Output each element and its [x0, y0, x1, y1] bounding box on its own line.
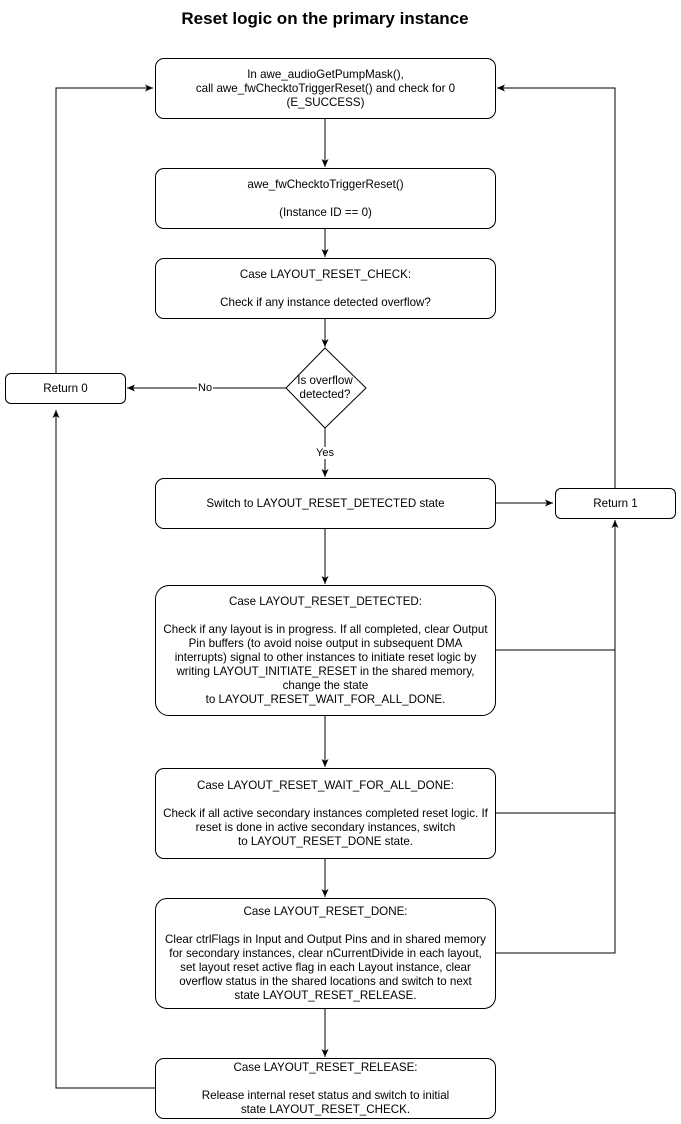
box-line: call awe_fwChecktoTriggerReset() and check for 0 — [195, 81, 456, 95]
box-line: reset is done in active secondary instances, switch — [195, 820, 456, 834]
switch-detected-box — [155, 478, 496, 529]
box-line: interrupts) signal to other instances to initiate reset logic by — [174, 650, 477, 664]
box-line: awe_fwChecktoTriggerReset() — [247, 177, 404, 191]
box-line: Case LAYOUT_RESET_WAIT_FOR_ALL_DONE: — [196, 778, 455, 792]
box-line: set layout reset active flag in each Layout instance, clear — [180, 960, 471, 974]
box-line: Return 0 — [43, 381, 88, 395]
return-1-box — [555, 488, 676, 519]
box-line: (Instance ID == 0) — [279, 205, 372, 219]
decision-line: Is overflow — [297, 374, 353, 387]
reset-release-box — [155, 1058, 496, 1119]
return-0-box — [5, 373, 126, 404]
box-line: (E_SUCCESS) — [286, 95, 365, 109]
box-line: to LAYOUT_RESET_WAIT_FOR_ALL_DONE. — [205, 692, 446, 706]
box-line: writing LAYOUT_INITIATE_RESET in the shared memory, — [176, 664, 475, 678]
arrow-detected-to-return1 — [495, 520, 615, 650]
box-line: Return 1 — [593, 496, 638, 510]
connector-done-to-return1 — [495, 650, 615, 953]
box-line: Check if any instance detected overflow? — [220, 295, 431, 309]
box-line: Clear ctrlFlags in Input and Output Pins and in shared memory — [165, 932, 486, 946]
check-to-trigger-box — [155, 168, 496, 229]
box-line: Case LAYOUT_RESET_DETECTED: — [228, 594, 423, 608]
box-line: Case LAYOUT_RESET_RELEASE: — [233, 1060, 418, 1074]
reset-detected-box — [155, 585, 496, 716]
box-line: Switch to LAYOUT_RESET_DETECTED state — [206, 496, 445, 510]
box-line: state LAYOUT_RESET_RELEASE. — [234, 988, 417, 1002]
box-line: to LAYOUT_RESET_DONE state. — [237, 834, 414, 848]
box-line: Check if all active secondary instances completed reset logic. If — [163, 806, 488, 820]
edge-label-no: No — [198, 382, 213, 394]
overflow-decision-text — [280, 374, 370, 402]
reset-check-box — [155, 258, 496, 319]
arrow-return0-to-top — [56, 88, 153, 374]
arrow-return1-to-top — [497, 88, 615, 488]
box-line: Case LAYOUT_RESET_DONE: — [243, 904, 408, 918]
box-line: Case LAYOUT_RESET_CHECK: — [239, 267, 412, 281]
reset-done-box — [155, 898, 496, 1009]
box-line: state LAYOUT_RESET_CHECK. — [240, 1102, 411, 1116]
box-line: Release internal reset status and switch to initial — [201, 1088, 450, 1102]
box-line: In awe_audioGetPumpMask(), — [247, 67, 404, 81]
diagram-title: Reset logic on the primary instance — [181, 9, 469, 28]
box-line: Check if any layout is in progress. If all completed, clear Output — [163, 622, 488, 636]
wait-for-all-done-box — [155, 768, 496, 859]
arrow-release-to-return0 — [56, 410, 155, 1088]
edge-label-yes: Yes — [316, 447, 334, 459]
decision-line: detected? — [299, 388, 351, 401]
box-line: change the state — [282, 678, 369, 692]
box-line: overflow status in the shared locations and switch to next — [179, 974, 472, 988]
box-line: for secondary instances, clear nCurrentDivide in each layout, — [169, 946, 482, 960]
box-line: Pin buffers (to avoid noise output in subsequent DMA — [188, 636, 463, 650]
get-pump-mask-box — [155, 58, 496, 119]
